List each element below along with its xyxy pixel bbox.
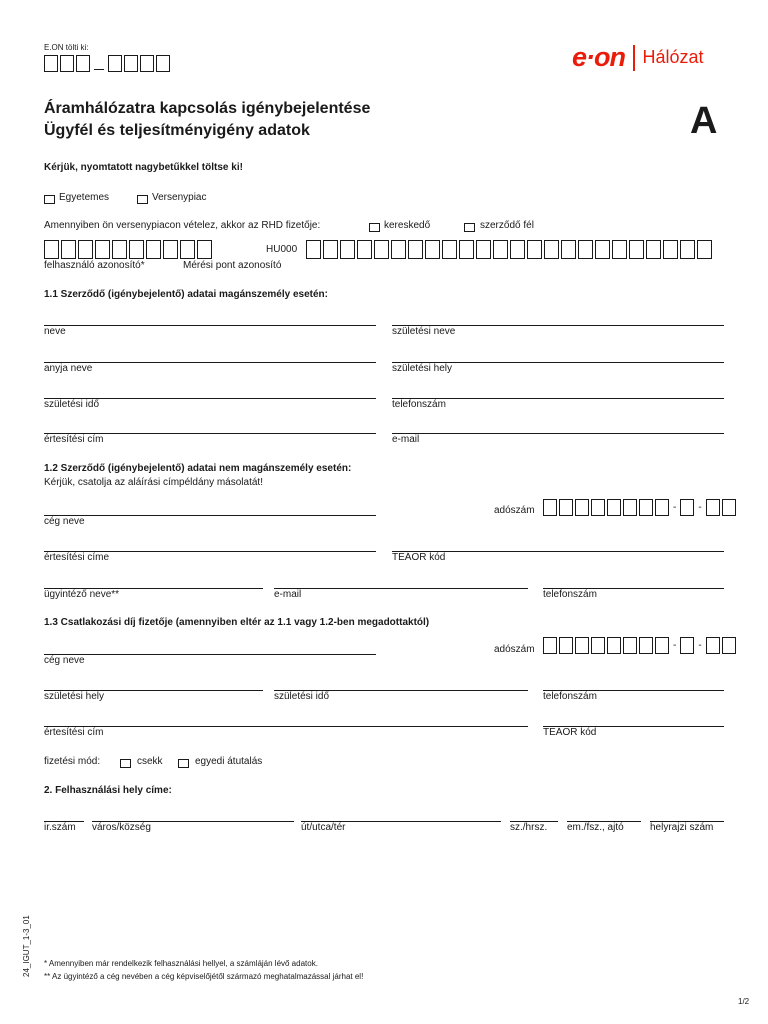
s12-company-line[interactable] [44,515,376,516]
payer-trader-checkbox[interactable] [369,223,380,232]
char-box[interactable] [163,240,178,259]
char-box[interactable] [391,240,406,259]
s11-name-label: neve [44,326,66,337]
s11-email-line[interactable] [392,433,724,434]
char-box[interactable] [146,240,161,259]
section-1-3-title: 1.3 Csatlakozási díj fizetője (amennyiben eltér az 1.1 vagy 1.2-ben megadottaktól) [44,617,430,628]
char-box[interactable] [459,240,474,259]
payment-cheque-label: csekk [137,756,163,767]
s2-street-label: út/utca/tér [301,822,346,833]
form-title-line1: Áramhálózatra kapcsolás igénybejelentése [44,100,371,117]
char-box[interactable] [612,240,627,259]
eon-logo-sub: Hálózat [642,47,704,67]
payer-party-checkbox[interactable] [464,223,475,232]
s11-name-line[interactable] [44,325,376,326]
s13-birthdate-label: születési idő [274,691,330,702]
eon-logo-mark: e·on [572,42,625,72]
char-box[interactable] [374,240,389,259]
s11-birthname-label: születési neve [392,326,456,337]
section-1-2-subtitle: Kérjük, csatolja az aláírási címpéldány másolatát! [44,477,263,488]
s2-number-label: sz./hrsz. [510,822,548,833]
hu-prefix: HU000 [266,244,298,255]
s2-city-label: város/község [92,822,151,833]
char-box[interactable] [323,240,338,259]
eon-fill-label: E.ON tölti ki: [44,43,89,52]
s12-phone-label: telefonszám [543,589,597,600]
section-1-2-title: 1.2 Szerződő (igénybejelentő) adatai nem magánszemély esetén: [44,463,352,474]
eon-logo [572,42,704,73]
char-box[interactable] [129,240,144,259]
s12-tax-boxes[interactable]: - - [543,499,736,516]
page-number: 1/2 [738,997,750,1006]
char-box[interactable] [663,240,678,259]
s11-address-label: értesítési cím [44,434,104,445]
s13-teaor-label: TEÁOR kód [543,727,597,738]
competitive-label: Versenypiac [152,192,207,203]
char-box[interactable] [578,240,593,259]
char-box[interactable] [180,240,195,259]
payment-cheque-checkbox[interactable] [120,759,131,768]
s11-mothername-label: anyja neve [44,363,93,374]
payer-party-label: szerződő fél [480,220,534,231]
char-box[interactable] [544,240,559,259]
payer-question: Amennyiben ön versenypiacon vételez, akkor az RHD fizetője: [44,220,321,231]
meter-id-boxes[interactable] [306,240,712,259]
user-id-label: felhasználó azonosító* [44,260,145,271]
s2-zip-label: ir.szám [44,822,76,833]
char-box[interactable] [44,240,59,259]
char-box[interactable] [442,240,457,259]
logo-divider [633,45,635,71]
char-box[interactable] [78,240,93,259]
eon-code-boxes[interactable] [44,55,170,72]
footnote-1: * Amennyiben már rendelkezik felhasználási hellyel, a számláján lévő adatok. [44,959,318,968]
s13-address-line[interactable] [44,726,528,727]
char-box[interactable] [680,240,695,259]
s11-email-label: e-mail [392,434,420,445]
char-box[interactable] [61,240,76,259]
char-box[interactable] [510,240,525,259]
s13-phone-label: telefonszám [543,691,597,702]
char-box[interactable] [697,240,712,259]
s12-address-label: értesítési címe [44,552,110,563]
universal-checkbox[interactable] [44,195,55,204]
s13-tax-label: adószám [494,644,535,655]
s13-company-label: cég neve [44,655,85,666]
universal-label: Egyetemes [59,192,110,203]
s13-address-label: értesítési cím [44,727,104,738]
instructions: Kérjük, nyomtatott nagybetűkkel töltse ki! [44,162,243,173]
form-title-line2: Ügyfél és teljesítményigény adatok [44,122,310,139]
char-box[interactable] [357,240,372,259]
char-box[interactable] [95,240,110,259]
s2-floor-label: em./fsz., ajtó [567,822,624,833]
s11-birthplace-label: születési hely [392,363,453,374]
payment-transfer-checkbox[interactable] [178,759,189,768]
user-id-boxes[interactable] [44,240,212,259]
char-box[interactable] [476,240,491,259]
char-box[interactable] [112,240,127,259]
meter-id-label: Mérési pont azonosító [183,260,282,271]
char-box[interactable] [629,240,644,259]
s12-tax-label: adószám [494,505,535,516]
s12-agent-label: ügyintéző neve** [44,589,120,600]
s13-birthplace-label: születési hely [44,691,105,702]
s12-email-line[interactable] [274,588,528,589]
form-letter: A [690,100,718,142]
footnote-2: ** Az ügyintéző a cég nevében a cég képviselőjétől származó meghatalmazással járhat el! [44,972,364,981]
section-1-1-title: 1.1 Szerződő (igénybejelentő) adatai magánszemély esetén: [44,289,328,300]
char-box[interactable] [646,240,661,259]
s12-company-label: cég neve [44,516,85,527]
payment-transfer-label: egyedi átutalás [195,756,263,767]
char-box[interactable] [527,240,542,259]
payer-trader-label: kereskedő [384,220,431,231]
s12-email-label: e-mail [274,589,302,600]
s11-birthdate-label: születési idő [44,399,100,410]
payment-method-label: fizetési mód: [44,756,101,767]
s12-teaor-label: TEÁOR kód [392,552,446,563]
s11-mothername-line[interactable] [44,362,376,363]
char-box[interactable] [595,240,610,259]
char-box[interactable] [408,240,423,259]
s13-company-line[interactable] [44,654,376,655]
doc-code: 24_IGUT_1-3_01 [22,915,31,977]
s11-phone-label: telefonszám [392,399,446,410]
s2-parcel-label: helyrajzi szám [650,822,714,833]
char-box[interactable] [340,240,355,259]
competitive-checkbox[interactable] [137,195,148,204]
section-2-title: 2. Felhasználási hely címe: [44,785,172,796]
char-box[interactable] [493,240,508,259]
s13-tax-boxes[interactable]: - - [543,637,736,654]
char-box[interactable] [425,240,440,259]
char-box[interactable] [306,240,321,259]
char-box[interactable] [197,240,212,259]
char-box[interactable] [561,240,576,259]
